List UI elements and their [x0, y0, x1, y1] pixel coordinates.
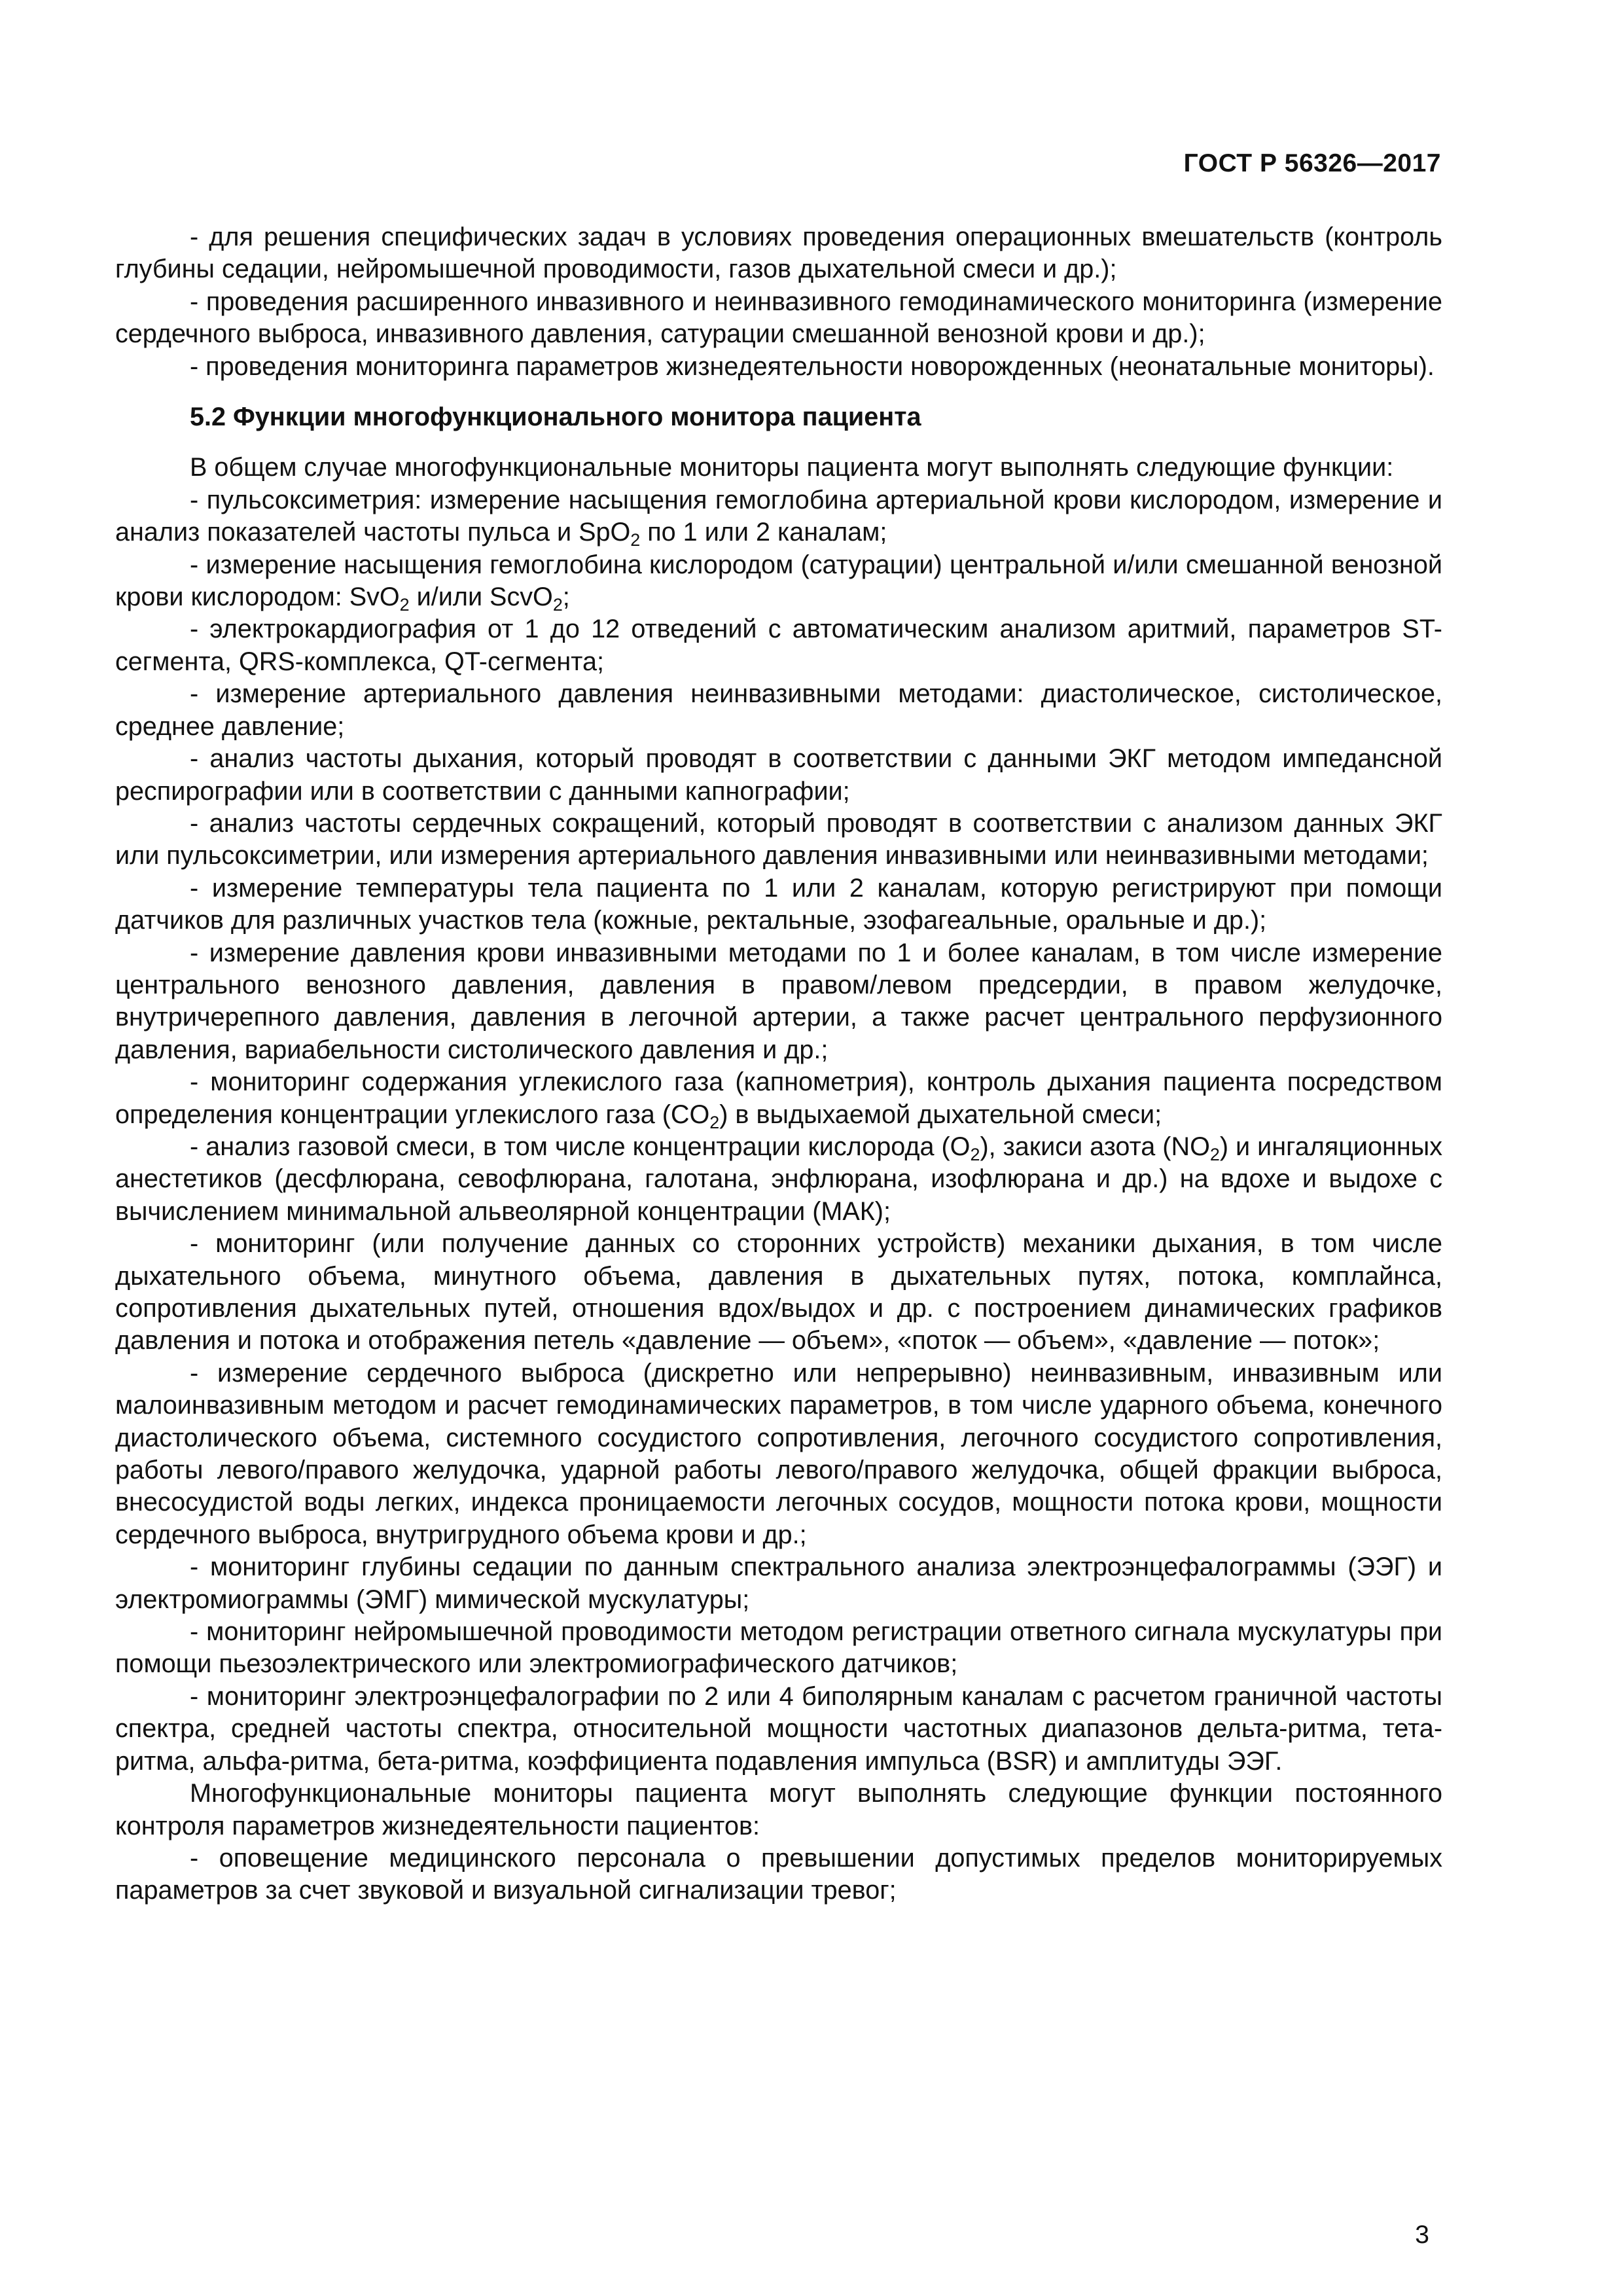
- paragraph-spo2: - пульсоксиметрия: измерение насыщения гемоглобина артериальной крови кислородом, измерение и анализ показателей частоты пульса и SpO$_2$ по 1 или 2 каналам;: [115, 485, 1442, 550]
- paragraph: - для решения специфических задач в условиях проведения операционных вмешательств (контроль глубины седации, нейромышечной проводимости, газов дыхательной смеси и др.);: [115, 223, 1442, 284]
- page-number: 3: [1415, 2221, 1429, 2249]
- page-body: [115, 221, 1442, 1907]
- paragraph: Многофункциональные мониторы пациента могут выполнять следующие функции постоянного контроля параметров жизнедеятельности пациентов:: [115, 1779, 1442, 1840]
- section-heading: 5.2 Функции многофункционального монитора пациента: [190, 403, 921, 432]
- paragraph: - измерение давления крови инвазивными методами по 1 и более каналам, в том числе измерение центрального венозного давления, давления в правом/левом предсердии, в правом желудочке, внутричерепного давления, давления в легочной артерии, а также расчет центрального перфузионного давления, вариабельности систолического давления и др.;: [115, 938, 1442, 1064]
- paragraph: - оповещение медицинского персонала о превышении допустимых пределов мониторируемых параметров за счет звуковой и визуальной сигнализации тревог;: [115, 1843, 1442, 1905]
- paragraph: - мониторинг электроэнцефалографии по 2 или 4 биполярным каналам с расчетом граничной частоты спектра, средней частоты спектра, относительной мощности частотных диапазонов дельта-ритма, тета-ритма, альфа-ритма, бета-ритма, коэффициента подавления импульса (BSR) и амплитуды ЭЭГ.: [115, 1681, 1442, 1776]
- paragraph: - анализ частоты сердечных сокращений, который проводят в соответствии с анализом данных ЭКГ или пульсоксиметрии, или измерения артериального давления инвазивными или неинвазивными методами;: [115, 808, 1442, 870]
- standard-header: ГОСТ Р 56326—2017: [1183, 149, 1441, 177]
- paragraph: - измерение температуры тела пациента по 1 или 2 каналам, которую регистрируют при помощи датчиков для различных участков тела (кожные, ректальные, эзофагеальные, оральные и др.);: [115, 873, 1442, 935]
- paragraph: - мониторинг нейромышечной проводимости методом регистрации ответного сигнала мускулатуры при помощи пьезоэлектрического или электромиографического датчиков;: [115, 1617, 1442, 1679]
- paragraph: - проведения мониторинга параметров жизнедеятельности новорожденных (неонатальные мониторы).: [190, 351, 1435, 381]
- paragraph: - электрокардиография от 1 до 12 отведений с автоматическим анализом аритмий, параметров ST-сегмента, QRS-комплекса, QT-сегмента;: [115, 615, 1442, 676]
- paragraph-svo2: - измерение насыщения гемоглобина кислородом (сатурации) центральной и/или смешанной венозной крови кислородом: SvO$_2$ и/или ScvO$_2$;: [115, 550, 1442, 615]
- paragraph: - анализ частоты дыхания, который проводят в соответствии с данными ЭКГ методом импедансной респирографии или в соответствии с данными капнографии;: [115, 744, 1442, 806]
- paragraph: - измерение артериального давления неинвазивными методами: диастолическое, систолическое, среднее давление;: [115, 679, 1442, 741]
- paragraph-co2: - мониторинг содержания углекислого газа (капнометрия), контроль дыхания пациента посредством определения концентрации углекислого газа $(CO_2)$ в выдыхаемой дыхательной смеси;: [115, 1067, 1442, 1132]
- paragraph: - мониторинг (или получение данных со сторонних устройств) механики дыхания, в том числе дыхательного объема, минутного объема, давления в дыхательных путях, потока, комплайнса, сопротивления дыхательных путей, отношения вдох/выдох и др. с построением динамических графиков давления и потока и отображения петель «давление — объем», «поток — объем», «давление — поток»;: [115, 1229, 1442, 1355]
- paragraph-gas: - анализ газовой смеси, в том числе концентрации кислорода $(O_2)$, закиси азота $(NO_2)$ и ингаляционных анестетиков (десфлюрана, севофлюрана, галотана, энфлюрана, изофлюрана и др.) на вдохе и выдохе с вычислением минимальной альвеолярной концентрации (МАК);: [115, 1132, 1442, 1226]
- paragraph: В общем случае многофункциональные мониторы пациента могут выполнять следующие функции:: [190, 453, 1394, 482]
- paragraph: - мониторинг глубины седации по данным спектрального анализа электроэнцефалограммы (ЭЭГ) и электромиограммы (ЭМГ) мимической мускулатуры;: [115, 1552, 1442, 1614]
- paragraph: - проведения расширенного инвазивного и неинвазивного гемодинамического мониторинга (измерение сердечного выброса, инвазивного давления, сатурации смешанной венозной крови и др.);: [115, 287, 1442, 349]
- paragraph: - измерение сердечного выброса (дискретно или непрерывно) неинвазивным, инвазивным или малоинвазивным методом и расчет гемодинамических параметров, в том числе ударного объема, конечного диастолического объема, системного сосудистого сопротивления, легочного сосудистого сопротивления, работы левого/правого желудочка, ударной работы левого/правого желудочка, общей фракции выброса, внесосудистой воды легких, индекса проницаемости легочных сосудов, мощности потока крови, мощности сердечного выброса, внутригрудного объема крови и др.;: [115, 1358, 1442, 1549]
